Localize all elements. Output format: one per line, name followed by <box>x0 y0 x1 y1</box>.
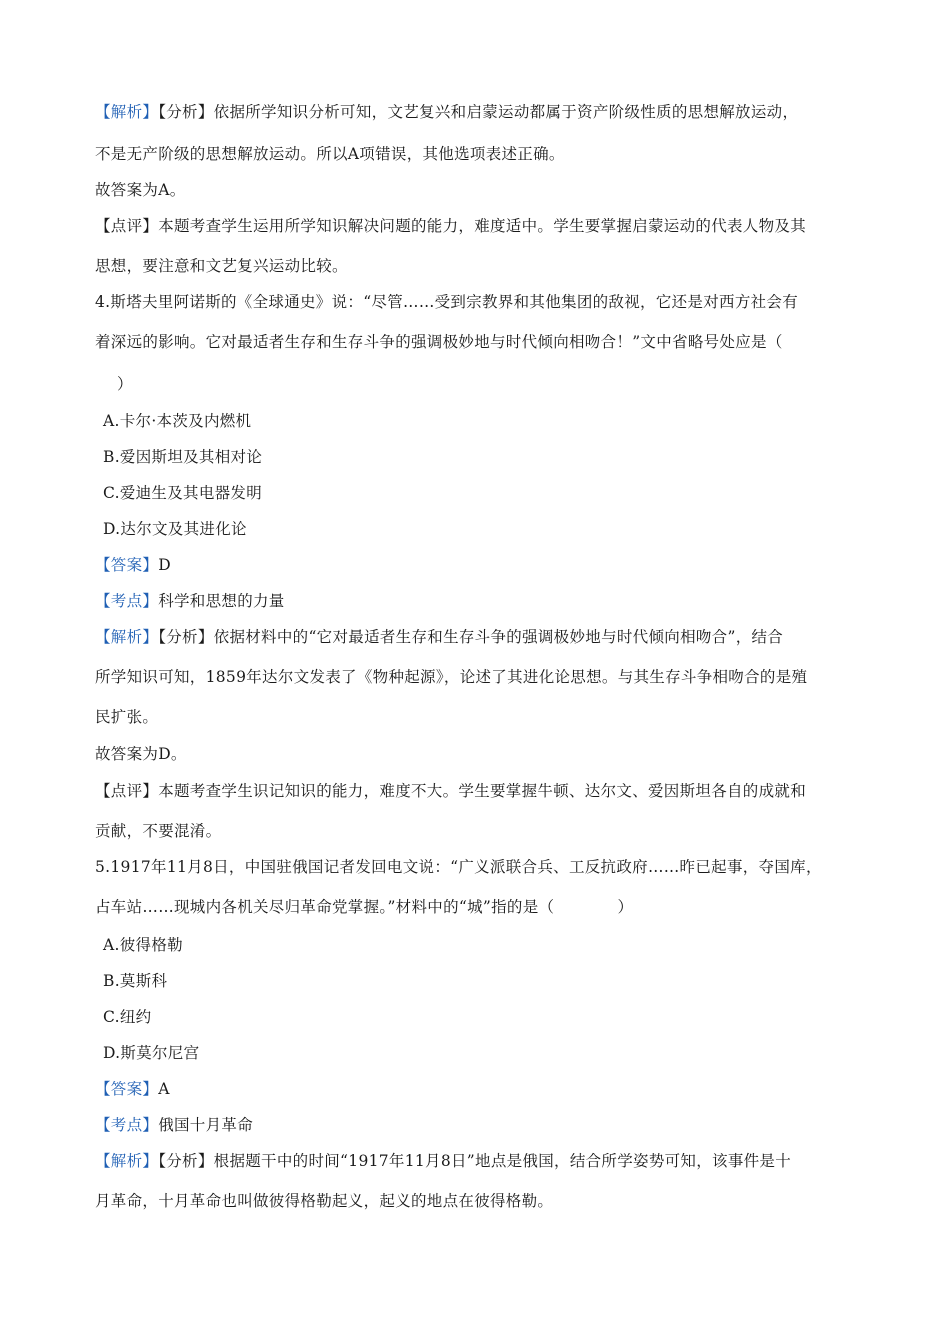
q4-analysis-line-3: 民扩张。 <box>95 708 159 726</box>
q4-stem-line-1: 4.斯塔夫里阿诺斯的《全球通史》说：“尽管……受到宗教界和其他集团的敌视，它还是对西方社会有 <box>95 293 799 311</box>
q4-review-line-2: 贡献，不要混淆。 <box>95 822 222 840</box>
q5-topic: 俄国十月革命 <box>158 1116 254 1134</box>
q4-stem-line-3: ） <box>117 375 133 393</box>
q4-option-b: B.爱因斯坦及其相对论 <box>103 448 263 466</box>
q4-option-a: A.卡尔·本茨及内燃机 <box>103 412 252 430</box>
topic-tag: 【考点】 <box>95 592 159 610</box>
q4-option-c: C.爱迪生及其电器发明 <box>103 484 263 502</box>
q5-option-d: D.斯莫尔尼宫 <box>103 1044 200 1062</box>
q5-option-c: C.纽约 <box>103 1008 152 1026</box>
q3-analysis-line-2: 不是无产阶级的思想解放运动。所以A项错误，其他选项表述正确。 <box>95 145 565 163</box>
q5-answer: A <box>158 1080 170 1098</box>
q4-analysis-line-2: 所学知识可知，1859年达尔文发表了《物种起源》，论述了其进化论思想。与其生存斗争相吻合的是殖 <box>95 668 808 686</box>
q4-analysis-text-1: 【分析】依据材料中的“它对最适者生存和生存斗争的强调极妙地与时代倾向相吻合”，结合 <box>158 628 784 646</box>
q4-topic: 科学和思想的力量 <box>158 592 285 610</box>
q4-option-d: D.达尔文及其进化论 <box>103 520 247 538</box>
analysis-tag: 【解析】 <box>95 628 159 646</box>
q5-analysis-line-2: 月革命，十月革命也叫做彼得格勒起义，起义的地点在彼得格勒。 <box>95 1192 554 1210</box>
q5-analysis-text-1: 【分析】根据题干中的时间“1917年11月8日”地点是俄国，结合所学姿势可知，该事件是十 <box>158 1152 792 1170</box>
q5-answer-line <box>95 1079 170 1099</box>
analysis-tag: 【解析】 <box>95 103 159 121</box>
q4-analysis-line-1 <box>95 627 783 647</box>
q4-answer: D <box>158 556 171 574</box>
q4-conclusion: 故答案为D。 <box>95 745 187 763</box>
q5-option-a: A.彼得格勒 <box>103 936 183 954</box>
q3-conclusion: 故答案为A。 <box>95 181 186 199</box>
q3-review-line-2: 思想，要注意和文艺复兴运动比较。 <box>95 257 348 275</box>
q5-stem-line-1: 5.1917年11月8日，中国驻俄国记者发回电文说：“广义派联合兵、工反抗政府……昨已起事，夺国库， <box>95 858 822 876</box>
q5-stem-line-2: 占车站……现城内各机关尽归革命党掌握。”材料中的“城”指的是（ ） <box>95 898 634 916</box>
q5-option-b: B.莫斯科 <box>103 972 168 990</box>
q3-analysis-line-1 <box>95 102 798 122</box>
q4-topic-line <box>95 591 285 611</box>
q3-analysis-text-1: 【分析】依据所学知识分析可知，文艺复兴和启蒙运动都属于资产阶级性质的思想解放运动， <box>158 103 799 121</box>
topic-tag: 【考点】 <box>95 1116 159 1134</box>
analysis-tag: 【解析】 <box>95 1152 159 1170</box>
q4-answer-line <box>95 555 171 575</box>
q4-review-line-1: 【点评】本题考查学生识记知识的能力，难度不大。学生要掌握牛顿、达尔文、爱因斯坦各自的成就和 <box>95 782 807 800</box>
answer-tag: 【答案】 <box>95 556 159 574</box>
q5-analysis-line-1 <box>95 1151 791 1171</box>
q4-stem-line-2: 着深远的影响。它对最适者生存和生存斗争的强调极妙地与时代倾向相吻合！”文中省略号处应是（ <box>95 333 783 351</box>
answer-tag: 【答案】 <box>95 1080 159 1098</box>
q3-review-line-1: 【点评】本题考查学生运用所学知识解决问题的能力，难度适中。学生要掌握启蒙运动的代表人物及其 <box>95 217 807 235</box>
q5-topic-line <box>95 1115 253 1135</box>
